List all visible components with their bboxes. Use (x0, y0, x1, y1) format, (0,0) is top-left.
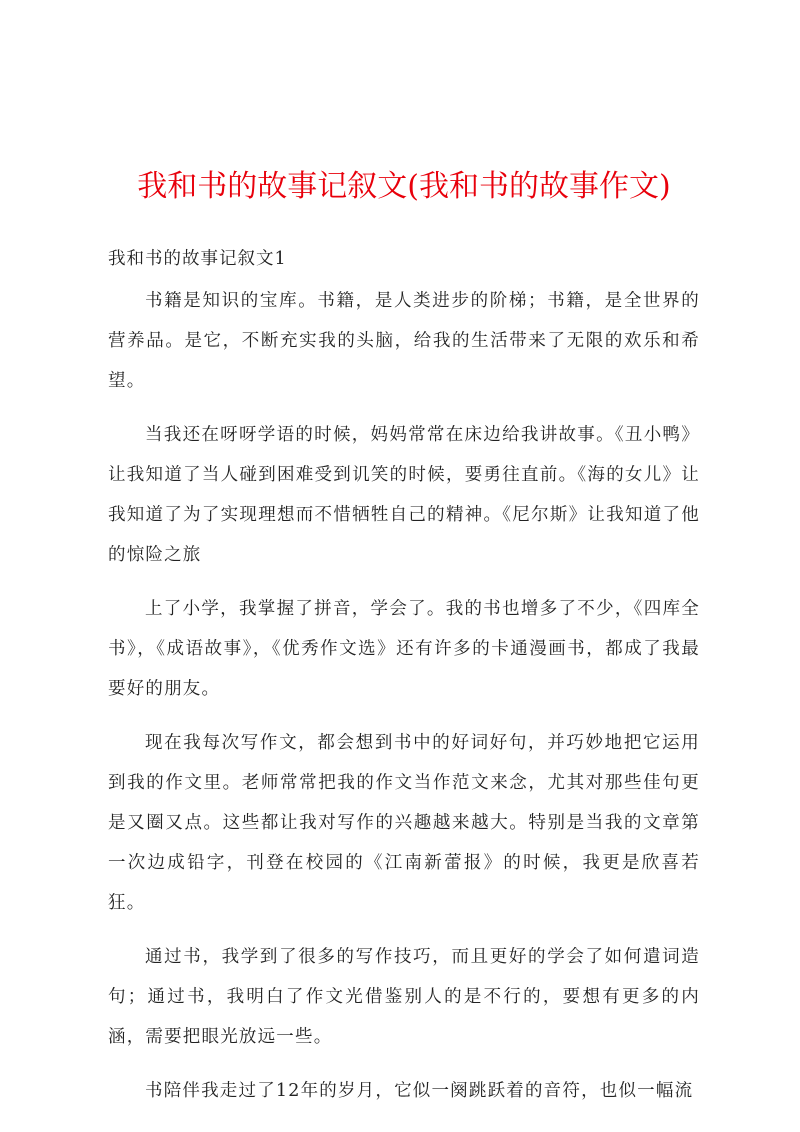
paragraph-4: 现在我每次写作文，都会想到书中的好词好句，并巧妙地把它运用到我的作文里。老师常常把我的作文当作范文来念，尤其对那些佳句更是又圈又点。这些都让我对写作的兴趣越来越大。特别是当我的文章第一次边成铅字，刊登在校园的《江南新蕾报》的时候，我更是欣喜若狂。 (108, 733, 700, 913)
document-title: 我和书的故事记叙文(我和书的故事作文) (137, 169, 671, 204)
paragraph-3: 上了小学，我掌握了拼音，学会了。我的书也增多了不少，《四库全书》，《成语故事》，《优秀作文选》还有许多的卡通漫画书，都成了我最要好的朋友。 (108, 599, 700, 699)
document-body (108, 275, 700, 1111)
paragraph-5: 通过书，我学到了很多的写作技巧，而且更好的学会了如何遣词造句；通过书，我明白了作文光借鉴别人的是不行的，要想有更多的内涵，需要把眼光放远一些。 (108, 947, 700, 1047)
section-heading: 我和书的故事记叙文1 (108, 249, 287, 269)
paragraph-1: 书籍是知识的宝库。书籍，是人类进步的阶梯；书籍，是全世界的营养品。是它，不断充实我的头脑，给我的生活带来了无限的欢乐和希望。 (108, 291, 700, 391)
paragraph-2: 当我还在呀呀学语的时候，妈妈常常在床边给我讲故事。《丑小鸭》让我知道了当人碰到困难受到讥笑的时候，要勇往直前。《海的女儿》让我知道了为了实现理想而不惜牺牲自己的精神。《尼尔斯》让我知道了他的惊险之旅 (108, 425, 700, 565)
paragraph-6: 书陪伴我走过了12年的岁月，它似一阕跳跃着的音符，也似一幅流 (145, 1081, 694, 1101)
